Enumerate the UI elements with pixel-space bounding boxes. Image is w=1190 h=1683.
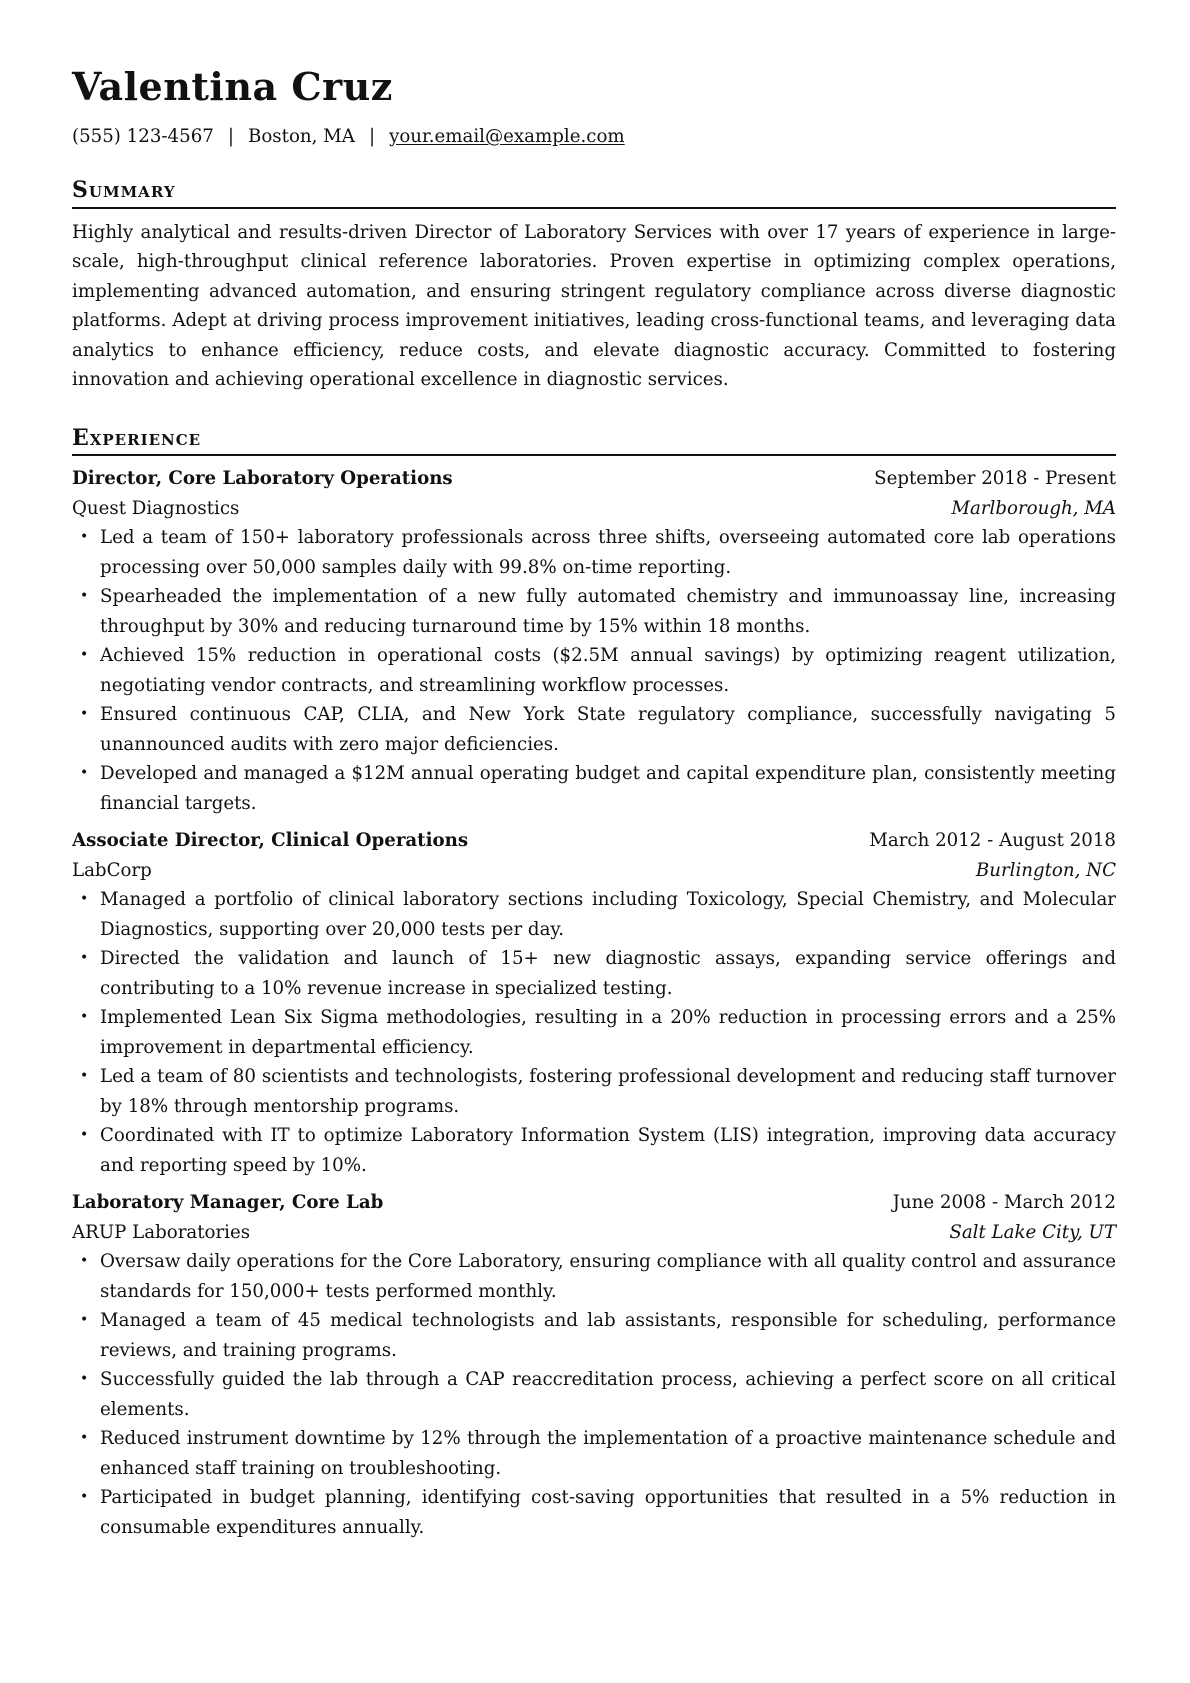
candidate-name: Valentina Cruz (72, 64, 393, 109)
job-company-row (72, 856, 1116, 886)
bullet-text: Managed a team of 45 medical technologists and lab assistants, responsible for scheduling, performance reviews, and training programs. (100, 1310, 1116, 1361)
bullet-item (72, 582, 1116, 641)
job-dates: March 2012 - August 2018 (869, 830, 1116, 852)
job-location: Salt Lake City, UT (949, 1221, 1116, 1243)
bullet-item (72, 700, 1116, 759)
bullet-text: Developed and managed a $12M annual operating budget and capital expenditure plan, consistently meeting financial targets. (100, 763, 1116, 814)
bullet-text: Participated in budget planning, identifying cost-saving opportunities that resulted in a 5% reduction in consumable expenditures annually. (100, 1487, 1116, 1538)
bullet-item (72, 1121, 1116, 1180)
bullet-icon: • (80, 765, 89, 782)
email-link[interactable]: your.email@example.com (389, 125, 625, 147)
bullet-icon: • (80, 1127, 89, 1144)
bullet-icon: • (80, 891, 89, 908)
bullet-text: Coordinated with IT to optimize Laboratory Information System (LIS) integration, improving data accuracy and reporting speed by 10%. (100, 1125, 1116, 1176)
job-dates: June 2008 - March 2012 (892, 1192, 1116, 1214)
bullet-item (72, 1247, 1116, 1306)
summary-text: Highly analytical and results-driven Director of Laboratory Services with over 17 years of experience in large-scale, high-throughput clinical reference laboratories. Proven expertise in optimizing complex operations, implementing advanced automation, and ensuring stringent regulatory compliance across diverse diagnostic platforms. Adept at driving process improvement initiatives, leading cross-functional teams, and leveraging data analytics to enhance efficiency, reduce costs, and elevate diagnostic accuracy. Committed to fostering innovation and achieving operational excellence in diagnostic services. (72, 221, 1116, 391)
job-company-row (72, 494, 1116, 524)
job-location: Marlborough, MA (951, 497, 1116, 519)
job-bullets (72, 523, 1116, 818)
bullet-text: Ensured continuous CAP, CLIA, and New York State regulatory compliance, successfully navigating 5 unannounced audits with zero major deficiencies. (100, 704, 1116, 755)
bullet-text: Spearheaded the implementation of a new fully automated chemistry and immunoassay line, increasing throughput by 30% and reducing turnaround time by 15% within 18 months. (100, 586, 1116, 637)
bullet-item (72, 1003, 1116, 1062)
bullet-item (72, 759, 1116, 818)
bullet-icon: • (80, 1312, 89, 1329)
bullet-icon: • (80, 1371, 89, 1388)
bullet-item (72, 641, 1116, 700)
bullet-item (72, 885, 1116, 944)
contact-separator: | (368, 125, 376, 147)
experience-heading: Experience (72, 425, 1116, 456)
job-title: Associate Director, Clinical Operations (72, 830, 469, 852)
bullet-icon: • (80, 1253, 89, 1270)
bullet-text: Led a team of 150+ laboratory professionals across three shifts, overseeing automated core lab operations processing over 50,000 samples daily with 99.8% on-time reporting. (100, 527, 1116, 578)
bullet-item (72, 944, 1116, 1003)
phone-number: (555) 123-4567 (72, 125, 214, 147)
bullet-item (72, 1062, 1116, 1121)
contact-line (72, 126, 1116, 148)
job-location: Burlington, NC (975, 859, 1116, 881)
bullet-text: Achieved 15% reduction in operational costs ($2.5M annual savings) by optimizing reagent utilization, negotiating vendor contracts, and streamlining workflow processes. (100, 645, 1116, 696)
bullet-item (72, 1306, 1116, 1365)
bullet-item (72, 523, 1116, 582)
job-header-row (72, 826, 1116, 856)
bullet-text: Successfully guided the lab through a CAP reaccreditation process, achieving a perfect score on all critical elements. (100, 1369, 1116, 1420)
job-company: ARUP Laboratories (72, 1221, 251, 1243)
job-title: Director, Core Laboratory Operations (72, 468, 453, 490)
bullet-text: Led a team of 80 scientists and technologists, fostering professional development and reducing staff turnover by 18% through mentorship programs. (100, 1066, 1116, 1117)
job-title: Laboratory Manager, Core Lab (72, 1192, 384, 1214)
job-bullets (72, 1247, 1116, 1542)
bullet-icon: • (80, 529, 89, 546)
summary-heading: Summary (72, 177, 1116, 208)
bullet-item (72, 1424, 1116, 1483)
bullet-text: Reduced instrument downtime by 12% through the implementation of a proactive maintenance schedule and enhanced staff training on troubleshooting. (100, 1428, 1116, 1479)
contact-separator: | (227, 125, 234, 147)
bullet-icon: • (80, 1489, 89, 1506)
location: Boston, MA (247, 125, 355, 147)
bullet-icon: • (80, 706, 89, 723)
job-header-row (72, 1188, 1116, 1218)
bullet-text: Oversaw daily operations for the Core Laboratory, ensuring compliance with all quality control and assurance standards for 150,000+ tests performed monthly. (100, 1251, 1116, 1302)
bullet-text: Managed a portfolio of clinical laboratory sections including Toxicology, Special Chemistry, and Molecular Diagnostics, supporting over 20,000 tests per day. (100, 889, 1116, 940)
bullet-icon: • (80, 588, 89, 605)
bullet-item (72, 1483, 1116, 1542)
job-dates: September 2018 - Present (874, 468, 1116, 490)
job-company: Quest Diagnostics (72, 497, 240, 519)
bullet-icon: • (80, 1430, 89, 1447)
job-entry (72, 826, 1116, 1180)
job-entry (72, 464, 1116, 818)
bullet-icon: • (80, 950, 89, 967)
bullet-text: Directed the validation and launch of 15+ new diagnostic assays, expanding service offerings and contributing to a 10% revenue increase in specialized testing. (100, 948, 1116, 999)
job-company: LabCorp (72, 859, 152, 881)
bullet-item (72, 1365, 1116, 1424)
job-entry (72, 1188, 1116, 1542)
bullet-icon: • (80, 1009, 89, 1026)
bullet-icon: • (80, 1068, 89, 1085)
job-company-row (72, 1218, 1116, 1248)
bullet-icon: • (80, 647, 89, 664)
job-header-row (72, 464, 1116, 494)
bullet-text: Implemented Lean Six Sigma methodologies, resulting in a 20% reduction in processing errors and a 25% improvement in departmental efficiency. (100, 1007, 1116, 1058)
experience-list (72, 464, 1116, 1542)
job-bullets (72, 885, 1116, 1180)
